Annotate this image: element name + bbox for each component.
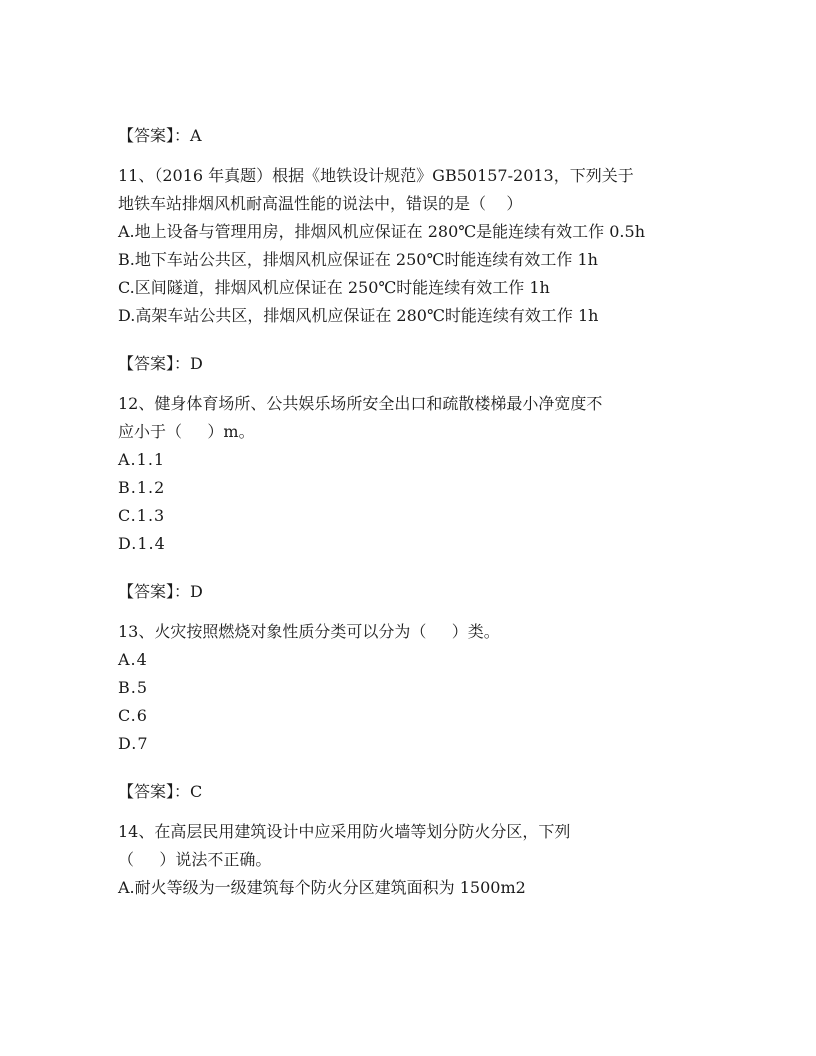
question-stem-line: 13、火灾按照燃烧对象性质分类可以分为（ ）类。 [118,622,500,641]
question-stem-line: 应小于（ ）m。 [118,422,255,441]
question-13 [118,618,698,758]
question-stem-line: 12、健身体育场所、公共娱乐场所安全出口和疏散楼梯最小净宽度不 [118,394,603,413]
option-b: B.地下车站公共区，排烟风机应保证在 250℃时能连续有效工作 1h [118,250,598,269]
option-a: A.1.1 [118,450,166,469]
answer-q10: 【答案】：A [118,126,202,145]
option-a: A.耐火等级为一级建筑每个防火分区建筑面积为 1500m2 [118,878,526,897]
option-c: C.区间隧道，排烟风机应保证在 250℃时能连续有效工作 1h [118,278,550,297]
answer-q13: 【答案】：C [118,782,203,801]
question-stem-line: 14、在高层民用建筑设计中应采用防火墙等划分防火分区，下列 [118,822,571,841]
answer-q11: 【答案】：D [118,354,203,373]
option-b: B.5 [118,678,149,697]
question-stem-line: （ ）说法不正确。 [118,850,272,869]
option-a: A.4 [118,650,148,669]
question-11 [118,162,698,330]
option-d: D.高架车站公共区，排烟风机应保证在 280℃时能连续有效工作 1h [118,306,599,325]
option-d: D.1.4 [118,534,166,553]
question-stem-line: 地铁车站排烟风机耐高温性能的说法中，错误的是（ ） [118,194,523,213]
option-b: B.1.2 [118,478,166,497]
question-stem-line: 11、（2016 年真题）根据《地铁设计规范》GB50157-2013，下列关于 [118,166,634,185]
document-page [118,122,698,922]
option-c: C.6 [118,706,148,725]
option-d: D.7 [118,734,149,753]
question-12 [118,390,698,558]
option-c: C.1.3 [118,506,166,525]
option-a: A.地上设备与管理用房，排烟风机应保证在 280℃是能连续有效工作 0.5h [118,222,646,241]
question-14 [118,818,698,902]
answer-q12: 【答案】：D [118,582,203,601]
